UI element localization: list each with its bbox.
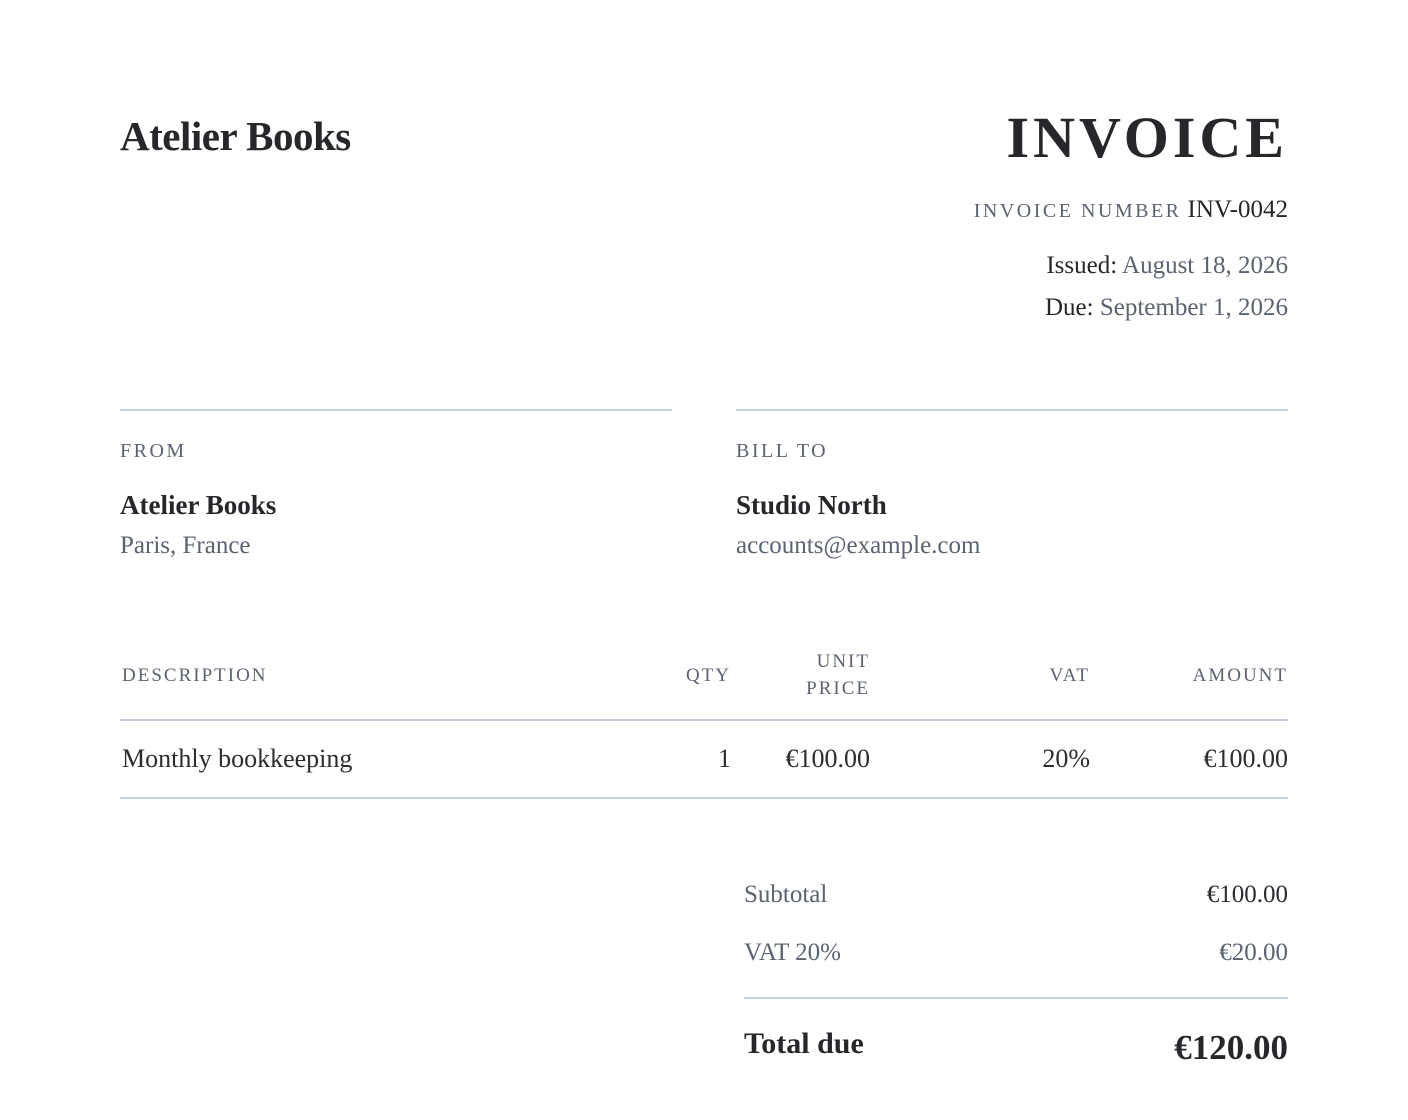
due-label: Due: — [1044, 294, 1094, 321]
row-vat: 20% — [1042, 744, 1090, 773]
due-date-line — [1045, 294, 1288, 322]
bill-to-divider — [736, 409, 1288, 411]
column-header-unit-price-line2: PRICE — [806, 678, 870, 699]
total-due-value: €120.00 — [1174, 1028, 1288, 1067]
row-description: Monthly bookkeeping — [122, 744, 353, 773]
subtotal-label: Subtotal — [744, 881, 828, 908]
table-header-divider — [120, 719, 1288, 721]
row-qty: 1 — [718, 744, 731, 773]
column-header-unit-price — [806, 648, 870, 702]
issued-date-line — [1046, 252, 1288, 280]
column-header-unit-price-line1: UNIT — [816, 651, 870, 672]
invoice-number-label: INVOICE NUMBER — [973, 200, 1182, 222]
vat-label: VAT 20% — [744, 939, 842, 966]
row-unit-price: €100.00 — [785, 744, 870, 773]
column-header-qty: QTY — [685, 665, 731, 686]
invoice-number-value: INV-0042 — [1187, 196, 1288, 223]
bill-to-section — [736, 438, 1288, 562]
issued-label: Issued: — [1046, 252, 1118, 279]
issued-date: August 18, 2026 — [1122, 252, 1288, 279]
row-amount: €100.00 — [1203, 744, 1288, 773]
column-header-description: DESCRIPTION — [122, 665, 268, 686]
bill-to-name: Studio North — [736, 490, 887, 520]
from-label: FROM — [120, 440, 187, 462]
brand-name: Atelier Books — [120, 113, 351, 159]
column-header-vat: VAT — [1049, 665, 1090, 686]
from-name: Atelier Books — [120, 490, 277, 520]
from-divider — [120, 409, 672, 411]
subtotal-value: €100.00 — [1206, 881, 1288, 908]
invoice-number-line — [974, 196, 1288, 224]
column-header-amount: AMOUNT — [1192, 665, 1288, 686]
document-title: INVOICE — [1006, 105, 1288, 170]
from-section — [120, 438, 672, 562]
total-due-label: Total due — [744, 1027, 864, 1060]
due-date: September 1, 2026 — [1099, 294, 1288, 321]
bill-to-email[interactable]: accounts@example.com — [736, 532, 981, 559]
from-address: Paris, France — [120, 532, 251, 559]
vat-value: €20.00 — [1219, 939, 1288, 966]
totals-divider — [744, 997, 1288, 999]
bill-to-label: BILL TO — [736, 440, 829, 462]
table-row-divider — [120, 797, 1288, 799]
